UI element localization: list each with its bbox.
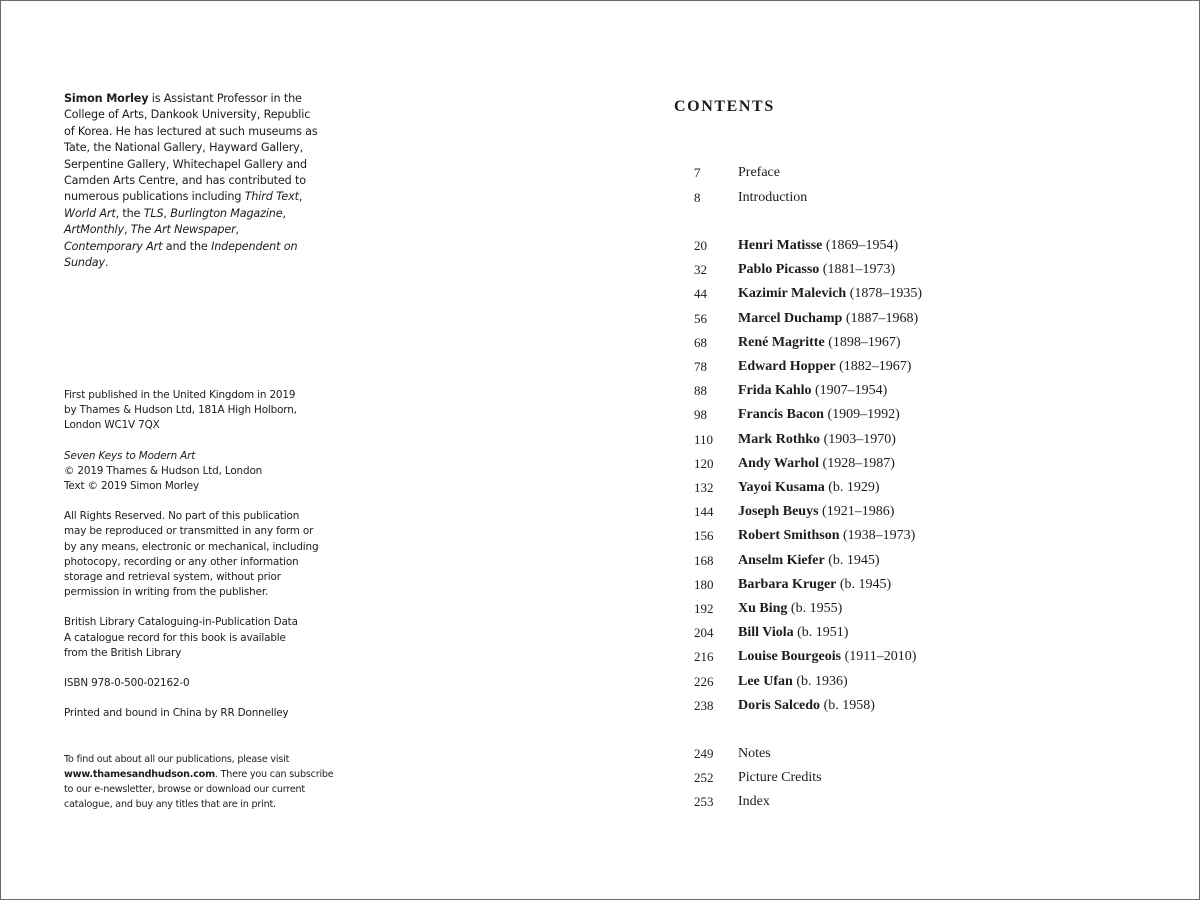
first-published: First published in the United Kingdom in 2019 by Thames & Hudson Ltd, 181A High Holborn, London WC1V 7QX [64, 389, 297, 432]
toc-page-number: 180 [694, 576, 714, 592]
toc-title [738, 601, 842, 617]
toc-title: Preface [738, 165, 780, 180]
toc-page-number: 252 [694, 770, 714, 786]
toc-title: Introduction [738, 190, 808, 205]
artist-name: Henri Matisse [738, 238, 823, 253]
toc-title [738, 674, 848, 690]
toc-title [738, 480, 880, 496]
toc-page-number: 120 [694, 455, 714, 471]
toc-page-number: 32 [694, 262, 707, 278]
right-page [601, 1, 1200, 901]
toc-title [738, 359, 911, 375]
bio-text-segment: , [235, 223, 239, 237]
artist-name: Mark Rothko [738, 431, 821, 447]
publication-name: Contemporary Art [64, 239, 163, 253]
artist-dates: (1898–1967) [828, 334, 901, 350]
toc-page-number: 168 [694, 552, 714, 568]
toc-title [738, 407, 900, 423]
bio-text-segment: . [104, 256, 109, 270]
artist-dates: (1928–1987) [822, 455, 895, 471]
toc-title [738, 286, 922, 302]
artist-name: Lee Ufan [738, 673, 793, 689]
toc-page-number: 88 [694, 383, 707, 399]
toc-page-number: 192 [694, 601, 714, 616]
toc-page-number: 20 [694, 238, 707, 253]
toc-page-number: 156 [694, 528, 714, 544]
book-title: Seven Keys to Modern Art [64, 449, 196, 462]
artist-name: Pablo Picasso [738, 262, 820, 278]
artist-name: Yayoi Kusama [738, 480, 825, 495]
bio-text-segment: , [163, 206, 171, 220]
contents-title: CONTENTS [674, 98, 775, 115]
website-link[interactable]: www.thamesandhudson.com [64, 769, 215, 781]
copyright-block: Seven Keys to Modern Art © 2019 Thames & Hudson Ltd, London Text © 2019 Simon Morley [64, 449, 263, 493]
toc-page-number: 56 [694, 310, 707, 326]
publication-name: ArtMonthly [64, 223, 124, 237]
bio-text-segment: and the [162, 239, 212, 253]
toc-page-number: 204 [694, 625, 714, 641]
toc-title: Picture Credits [738, 770, 822, 786]
artist-dates: (1869–1954) [825, 238, 899, 253]
toc-title [738, 383, 887, 399]
toc-title [738, 238, 898, 254]
artist-name: Kazimir Malevich [738, 286, 847, 302]
artist-dates: (b. 1945) [839, 576, 892, 592]
artist-name: Xu Bing [738, 601, 788, 616]
artist-name: Andy Warhol [738, 455, 820, 471]
publication-name: TLS [143, 206, 164, 220]
toc-page-number: 253 [694, 794, 714, 810]
artist-name: Robert Smithson [738, 528, 840, 544]
toc-page-number: 226 [694, 673, 714, 689]
toc-title: Notes [738, 746, 771, 761]
toc-title [738, 262, 895, 278]
artist-name: René Magritte [738, 334, 825, 350]
toc-title [738, 335, 901, 351]
publication-name: Burlington Magazine [170, 206, 283, 220]
toc-page-number: 216 [694, 649, 714, 665]
artist-dates: (1911–2010) [844, 649, 917, 665]
author-name: Simon Morley [64, 92, 149, 105]
toc-title [738, 456, 895, 472]
toc-page-number: 98 [694, 407, 707, 423]
artist-dates: (1907–1954) [815, 383, 888, 399]
bio-text-segment: is Assistant Professor in the College of Arts, Dankook University, Republic of Korea. He has lectured at such museums as Tate, the National Gallery, Hayward Gallery, Serpentine Gallery, Whitechapel Gallery and Camden Arts Centre, and has contributed to numerous publications including [64, 92, 318, 204]
artist-dates: (1881–1973) [822, 262, 896, 278]
toc-title [738, 698, 875, 714]
imprint [64, 388, 329, 736]
toc-page-number: 132 [694, 480, 714, 495]
toc-title [738, 577, 891, 593]
toc-page-number: 144 [694, 504, 714, 520]
printed-by: Printed and bound in China by RR Donnelley [64, 707, 289, 720]
artist-name: Doris Salcedo [738, 697, 821, 713]
publication-name: Independent on Sunday [64, 239, 298, 270]
artist-name: Joseph Beuys [738, 504, 819, 520]
toc-title [738, 553, 880, 569]
artist-dates: (1909–1992) [827, 407, 900, 423]
artist-dates: (b. 1958) [823, 697, 875, 713]
author-bio-text [64, 92, 318, 269]
artist-dates: (1921–1986) [822, 504, 895, 520]
bio-text-segment: , [123, 223, 131, 237]
bio-text-segment: , [298, 190, 303, 204]
artist-dates: (b. 1945) [828, 552, 880, 568]
toc-page-number: 68 [694, 334, 707, 350]
artist-dates: (b. 1936) [796, 673, 848, 689]
publication-name: World Art [64, 206, 116, 220]
bio-text-segment: , the [115, 206, 144, 220]
toc-page-number: 8 [694, 190, 701, 205]
artist-dates: (1887–1968) [845, 310, 919, 326]
toc-title: Index [738, 794, 770, 810]
artist-name: Anselm Kiefer [738, 552, 825, 568]
publication-name: Third Text [244, 190, 299, 204]
publication-name: The Art Newspaper [130, 223, 236, 237]
toc-title [738, 625, 848, 641]
toc-page-number: 249 [694, 746, 714, 761]
artist-name: Francis Bacon [738, 407, 824, 423]
artist-dates: (b. 1955) [790, 601, 843, 616]
artist-name: Marcel Duchamp [738, 310, 843, 326]
toc-page-number: 238 [694, 697, 714, 713]
left-page [1, 1, 601, 901]
toc-title [738, 432, 896, 448]
artist-name: Edward Hopper [738, 359, 836, 374]
toc-title [738, 311, 918, 327]
isbn: ISBN 978-0-500-02162-0 [64, 677, 190, 690]
toc-page-number: 7 [694, 165, 701, 180]
bio-text-segment: , [282, 206, 286, 220]
artist-dates: (1882–1967) [839, 359, 912, 374]
artist-name: Bill Viola [738, 625, 794, 641]
artist-name: Louise Bourgeois [738, 649, 842, 665]
rights-notice: All Rights Reserved. No part of this publication may be reproduced or transmitted in any form or by any means, electronic or mechanical, including photocopy, recording or any other information storage and retrieval system, without prior permission in writing from the publisher. [64, 510, 319, 599]
artist-name: Barbara Kruger [738, 576, 837, 592]
toc-page-number: 110 [694, 431, 714, 447]
toc-page-number: 78 [694, 359, 707, 374]
cip-data: British Library Cataloguing-in-Publication Data A catalogue record for this book is available from the British Library [64, 616, 298, 659]
artist-dates: (b. 1951) [797, 625, 849, 641]
artist-dates: (1878–1935) [849, 286, 923, 302]
toc-title [738, 528, 915, 544]
artist-dates: (1903–1970) [823, 431, 896, 447]
toc-title [738, 649, 916, 665]
artist-dates: (b. 1929) [828, 480, 880, 495]
artist-dates: (1938–1973) [843, 528, 916, 544]
toc-page-number: 44 [694, 286, 707, 302]
artist-name: Frida Kahlo [738, 383, 812, 399]
toc-title [738, 504, 894, 520]
website-note: To find out about all our publications, please visit www.thamesandhudson.com. There you can subscribe to our e-newsletter, browse or download our current catalogue, and buy any titles that are in print. [64, 754, 334, 811]
author-bio [64, 91, 319, 271]
